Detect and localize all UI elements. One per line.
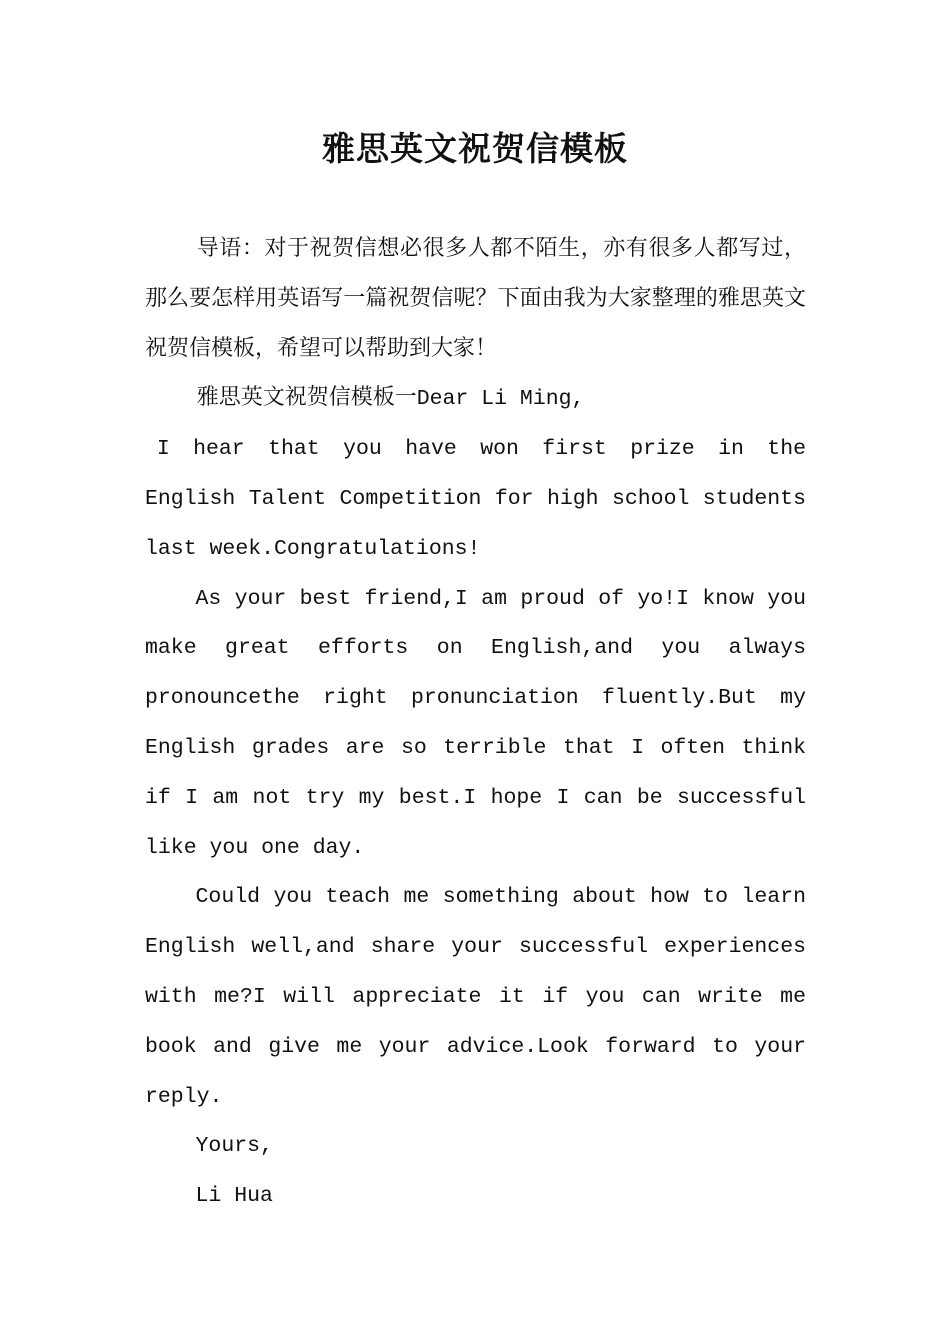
letter-paragraph-2: As your best friend,I am proud of yo!I know you make great efforts on English,and you always pronouncethe right pronunciation fluently.But my English grades are so terrible that I often think if I am not try my best.I hope I can be successful like you one day. — [145, 586, 806, 860]
letter-paragraph-1: I hear that you have won first prize in the English Talent Competition for high school students last week.Congratulations! — [145, 437, 806, 561]
template-heading-line — [145, 373, 806, 425]
intro-paragraph: 导语：对于祝贺信想必很多人都不陌生，亦有很多人都写过，那么要怎样用英语写一篇祝贺信呢？下面由我为大家整理的雅思英文祝贺信模板，希望可以帮助到大家！ — [145, 236, 806, 361]
letter-closing: Yours, — [195, 1134, 273, 1159]
template-heading: 雅思英文祝贺信模板一 — [196, 385, 417, 411]
letter-salutation: Dear Li Ming, — [416, 387, 585, 412]
document-title: 雅思英文祝贺信模板 — [322, 129, 628, 168]
letter-signature: Li Hua — [195, 1184, 273, 1209]
letter-paragraph-3: Could you teach me something about how to learn English well,and share your successful experiences with me?I will appreciate it if you can write me book and give me your advice.Look forward to your reply. — [145, 885, 806, 1109]
document-body — [145, 224, 806, 1222]
